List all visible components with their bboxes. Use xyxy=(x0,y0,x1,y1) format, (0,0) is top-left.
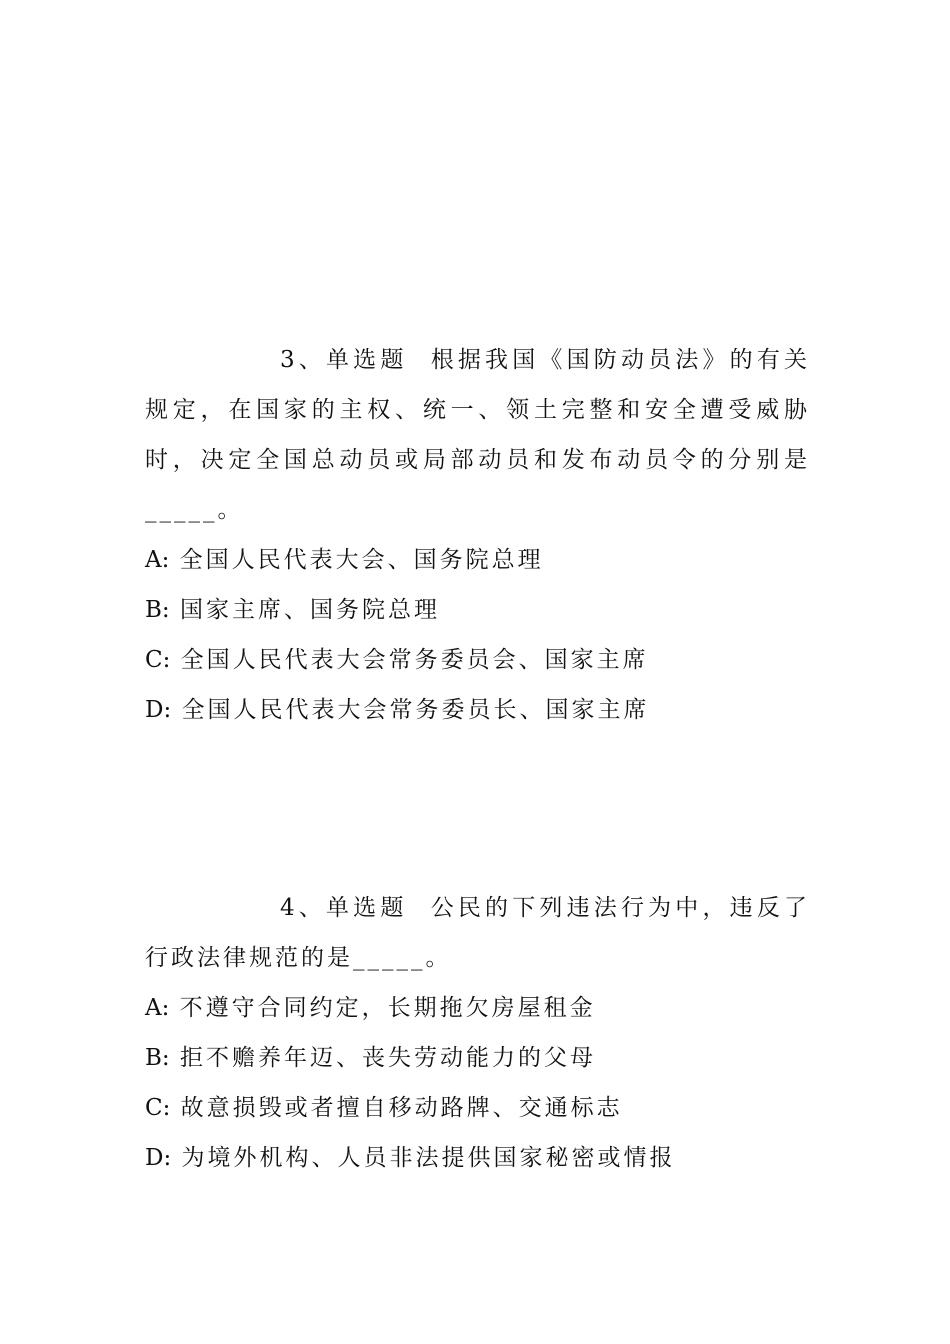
question-number: 3、单选题 xyxy=(280,347,408,373)
option-key: C: xyxy=(145,1095,171,1121)
option-b xyxy=(145,585,810,635)
option-text: 拒不赡养年迈、丧失劳动能力的父母 xyxy=(179,1045,596,1071)
option-key: D: xyxy=(145,1145,172,1171)
option-key: A: xyxy=(145,547,170,573)
option-c xyxy=(145,1083,810,1133)
option-list xyxy=(145,535,810,735)
option-text: 全国人民代表大会常务委员会、国家主席 xyxy=(180,647,649,673)
option-d xyxy=(145,685,810,735)
option-key: B: xyxy=(145,597,170,623)
option-list xyxy=(145,983,810,1183)
option-c xyxy=(145,635,810,685)
option-d xyxy=(145,1133,810,1183)
option-text: 全国人民代表大会、国务院总理 xyxy=(179,547,544,573)
question-text: 根据我国《国防动员法》的有关规定，在国家的主权、统一、领土完整和安全遭受威胁时，决定全国总动员或局部动员和发布动员令的分别是_____。 xyxy=(145,347,811,523)
question-number: 4、单选题 xyxy=(280,895,408,921)
option-text: 不遵守合同约定，长期拖欠房屋租金 xyxy=(179,995,596,1021)
option-text: 为境外机构、人员非法提供国家秘密或情报 xyxy=(181,1145,676,1171)
option-text: 故意损毁或者擅自移动路牌、交通标志 xyxy=(180,1095,623,1121)
option-key: B: xyxy=(145,1045,170,1071)
option-b xyxy=(145,1033,810,1083)
option-a xyxy=(145,983,810,1033)
question-stem xyxy=(145,335,810,535)
question-3 xyxy=(145,335,810,735)
option-text: 全国人民代表大会常务委员长、国家主席 xyxy=(181,697,650,723)
option-key: D: xyxy=(145,697,172,723)
option-key: A: xyxy=(145,995,170,1021)
question-4 xyxy=(145,883,810,1183)
option-key: C: xyxy=(145,647,171,673)
question-text: 公民的下列违法行为中，违反了行政法律规范的是_____。 xyxy=(145,895,811,971)
question-stem xyxy=(145,883,810,983)
option-text: 国家主席、国务院总理 xyxy=(179,597,440,623)
option-a xyxy=(145,535,810,585)
